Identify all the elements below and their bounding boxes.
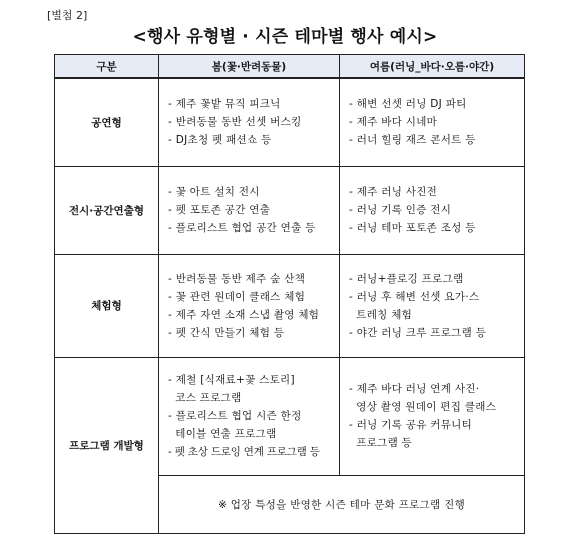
list-item: - 제주 자연 소재 스냅 촬영 체험	[168, 308, 320, 321]
list-item: - 플로리스트 협업 공간 연출 등	[168, 222, 316, 234]
list-item: - 러너 힐링 재즈 콘서트 등	[349, 134, 476, 147]
header-category: 구분	[55, 55, 159, 79]
attachment-label: [별첨 2]	[47, 9, 88, 22]
spring-cell	[159, 166, 340, 254]
row-category: 프로그램 개발형	[55, 357, 159, 533]
list-item: 테이블 연출 프로그램	[168, 428, 277, 440]
row-category: 공연형	[55, 78, 159, 166]
page-title: <행사 유형별 · 시즌 테마별 행사 예시>	[132, 27, 438, 47]
list-item: - 러닝 기록 인증 전시	[349, 204, 452, 216]
note-text: ※ 업장 특성을 반영한 시즌 테마 문화 프로그램 진행	[159, 475, 525, 533]
list-item: - 러닝+플로깅 프로그램	[349, 272, 464, 285]
list-item: - 반려동물 동반 제주 숲 산책	[168, 272, 306, 285]
header-summer: 여름(러닝_바다·오름·야간)	[340, 55, 525, 79]
list-item: - 반려동물 동반 선셋 버스킹	[168, 116, 302, 129]
list-item: - 러닝 후 해변 선셋 요가·스	[349, 290, 480, 303]
list-item: 코스 프로그램	[168, 392, 242, 404]
list-item: - 제주 러닝 사진전	[349, 186, 438, 198]
list-item: - 꽃 관련 원데이 클래스 체험	[168, 290, 306, 303]
summer-cell	[340, 78, 525, 166]
table-row	[55, 78, 525, 166]
list-item: - 제주 꽃밭 뮤직 피크닉	[168, 98, 281, 111]
list-item: - 러닝 테마 포토존 조성 등	[349, 222, 476, 234]
spring-cell	[159, 357, 340, 475]
table-header-row	[55, 55, 525, 79]
header-spring: 봄(꽃·반려동물)	[159, 55, 340, 79]
table-row	[55, 166, 525, 254]
row-category: 체험형	[55, 254, 159, 357]
list-item: - 플로리스트 협업 시즌 한정	[168, 410, 302, 422]
list-item: 트레칭 체험	[349, 308, 413, 321]
summer-cell	[340, 254, 525, 357]
list-item: - 펫 초상 드로잉 연계 프로그램 등	[168, 446, 320, 458]
list-item: - 펫 포토존 공간 연출	[168, 204, 271, 216]
list-item: - 해변 선셋 러닝 DJ 파티	[349, 98, 467, 111]
list-item: - 러닝 기록 공유 커뮤니티	[349, 419, 473, 431]
list-item: - 야간 러닝 크루 프로그램 등	[349, 326, 487, 339]
table-row	[55, 357, 525, 475]
list-item: - DJ초청 펫 패션쇼 등	[168, 134, 272, 147]
summer-cell	[340, 357, 525, 475]
table-row	[55, 254, 525, 357]
list-item: - 펫 간식 만들기 체험 등	[168, 326, 285, 339]
row-category: 전시·공간연출형	[55, 166, 159, 254]
list-item: 영상 촬영 원데이 편집 클래스	[349, 401, 497, 413]
event-examples-table	[54, 54, 525, 534]
list-item: - 제철 [식재료+꽃 스토리]	[168, 374, 295, 386]
summer-cell	[340, 166, 525, 254]
spring-cell	[159, 78, 340, 166]
list-item: - 꽃 아트 설치 전시	[168, 186, 260, 198]
list-item: - 제주 바다 시네마	[349, 116, 438, 129]
list-item: 프로그램 등	[349, 437, 413, 449]
list-item: - 제주 바다 러닝 연계 사진·	[349, 383, 480, 395]
spring-cell	[159, 254, 340, 357]
